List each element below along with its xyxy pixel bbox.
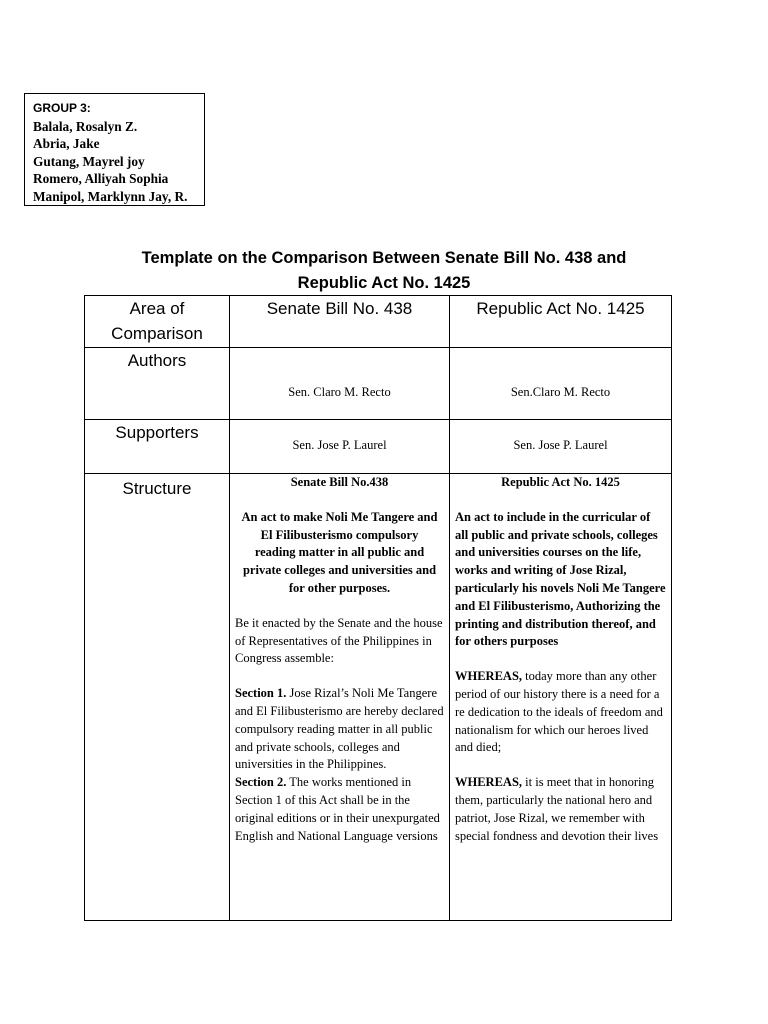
senate-heading: Senate Bill No.438: [290, 475, 389, 489]
comparison-table: [84, 295, 672, 921]
structure-republic-cell: [450, 474, 672, 921]
title-line-1: Template on the Comparison Between Senate Bill No. 438 and: [141, 249, 627, 267]
structure-label: Structure: [85, 474, 230, 921]
header-republic-act: Republic Act No. 1425: [450, 296, 672, 348]
group-member: Romero, Alliyah Sophia: [33, 171, 169, 186]
authors-label: Authors: [85, 348, 230, 420]
supporters-row: [85, 420, 672, 474]
group-members-box: [24, 93, 205, 206]
republic-whereas-2: [455, 774, 666, 845]
section-2-text: The works mentioned in Section 1 of this Act shall be in the original editions or in their unexpurgated English and National Language versions: [235, 775, 440, 843]
supporters-republic-cell: [450, 420, 672, 474]
header-senate-bill: Senate Bill No. 438: [230, 296, 450, 348]
supporters-senate-cell: [230, 420, 450, 474]
authors-senate-cell: [230, 348, 450, 420]
supporters-senate: Sen. Jose P. Laurel: [292, 438, 387, 452]
republic-whereas-1: [455, 668, 666, 757]
supporters-republic: Sen. Jose P. Laurel: [513, 438, 608, 452]
whereas-2-label: WHEREAS,: [455, 775, 523, 790]
header-row: [85, 296, 672, 348]
group-title: GROUP 3:: [33, 101, 91, 115]
authors-republic-cell: [450, 348, 672, 420]
senate-section-1: [235, 685, 444, 774]
whereas-1-text: today more than any other period of our history there is a need for a re dedication to the ideals of freedom and nationalism for which our heroes lived and died;: [455, 669, 663, 755]
whereas-2-text: it is meet that in honoring them, particularly the national hero and patriot, Jose Rizal, we remember with special fondness and devotion their lives: [455, 775, 659, 843]
section-1-text: Jose Rizal’s Noli Me Tangere and El Filibusterismo are hereby declared compulsory reading matter in all public and private schools, colleges and universities in the Philippines.: [235, 686, 444, 772]
group-member: Abria, Jake: [33, 136, 100, 151]
group-member: Gutang, Mayrel joy: [33, 153, 145, 169]
supporters-label: Supporters: [85, 420, 230, 474]
group-member: Manipol, Marklynn Jay, R.: [33, 188, 188, 204]
title-line-2: Republic Act No. 1425: [297, 274, 471, 292]
authors-republic: Sen.Claro M. Recto: [510, 385, 611, 399]
authors-senate: Sen. Claro M. Recto: [288, 385, 391, 399]
structure-row: [85, 474, 672, 921]
document-title: [84, 246, 684, 296]
senate-act-title: An act to make Noli Me Tangere and El Filibusterismo compulsory reading matter in all public and private colleges and universities and for other purposes.: [241, 509, 438, 595]
group-member: Balala, Rosalyn Z.: [33, 118, 138, 134]
header-area: Area of Comparison: [85, 296, 230, 348]
structure-senate-cell: [230, 474, 450, 921]
whereas-1-label: WHEREAS,: [455, 669, 523, 684]
republic-heading: Republic Act No. 1425: [501, 475, 620, 489]
senate-enacting-clause: Be it enacted by the Senate and the house of Representatives of the Philippines in Congress assemble:: [235, 615, 443, 666]
authors-row: [85, 348, 672, 420]
section-2-label: Section 2.: [235, 775, 287, 790]
republic-act-title: An act to include in the curricular of all public and private schools, colleges and universities courses on the life, works and writing of Jose Rizal, particularly his novels Noli Me Tangere and El Filibusterismo, Authorizing the printing and distribution thereof, and for others purposes: [455, 509, 666, 649]
section-1-label: Section 1.: [235, 686, 287, 701]
senate-section-2: [235, 774, 444, 845]
